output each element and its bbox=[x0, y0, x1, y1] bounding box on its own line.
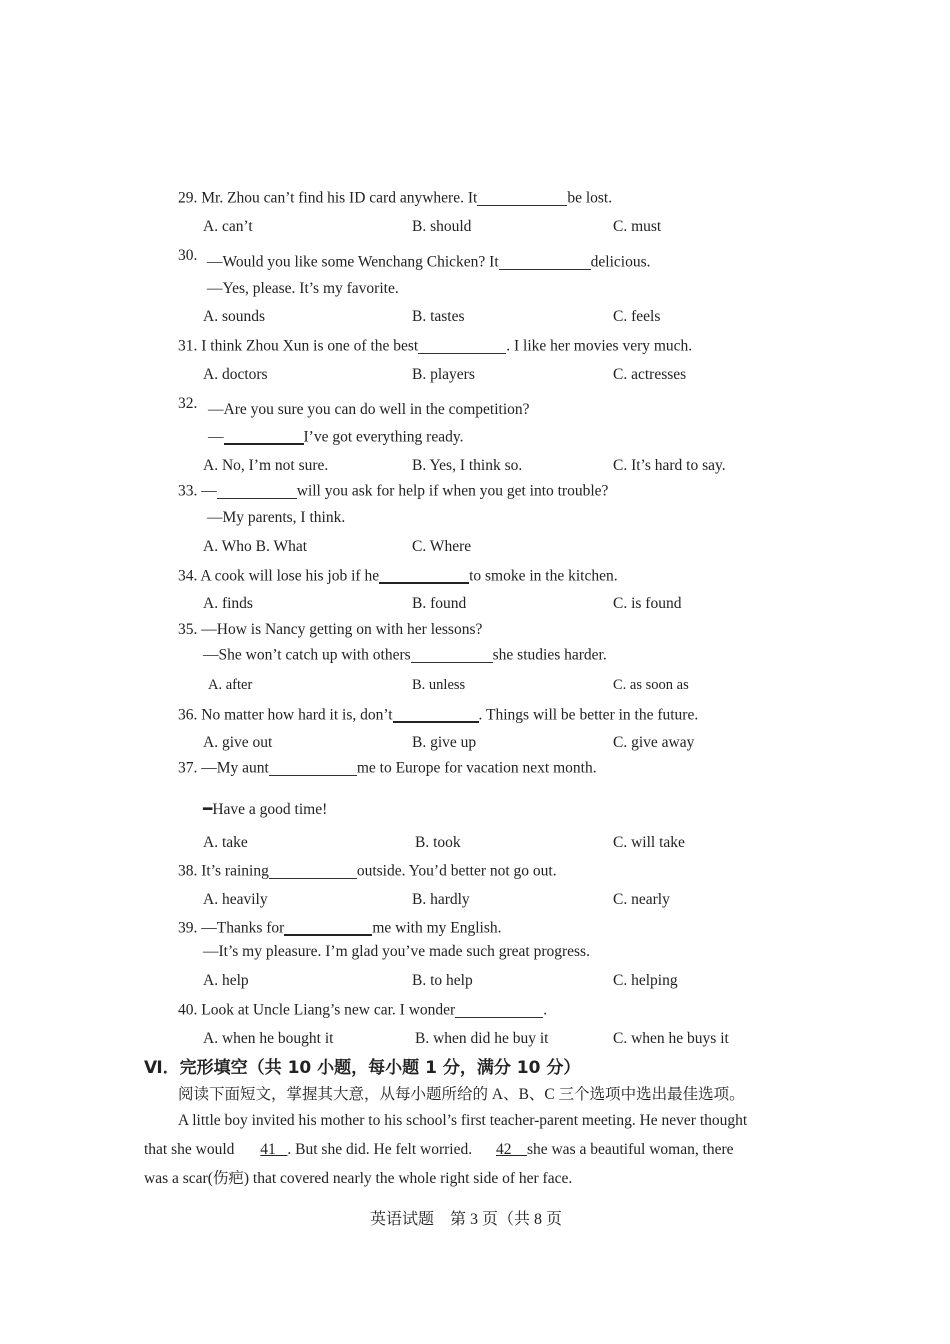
blank-42: 42 bbox=[495, 1141, 512, 1158]
q31-blank bbox=[418, 337, 506, 354]
q38-blank bbox=[269, 862, 357, 879]
q29-number: 29. bbox=[178, 189, 198, 207]
q36-stem: 36. No matter how hard it is, don’t . Things will be better in the future. bbox=[178, 706, 699, 724]
q31-option-a: A. doctors bbox=[203, 366, 268, 383]
q37-blank bbox=[269, 759, 357, 776]
q39-blank bbox=[284, 918, 372, 936]
q39-line2: —It’s my pleasure. I’m glad you’ve made such great progress. bbox=[203, 943, 590, 960]
q34-option-a: A. finds bbox=[203, 595, 253, 612]
q35-blank bbox=[411, 646, 493, 663]
q38-option-a: A. heavily bbox=[203, 891, 268, 908]
q35-line2: —She won’t catch up with others she studies harder. bbox=[203, 646, 607, 664]
q40-number: 40. bbox=[178, 1001, 198, 1019]
q35-option-c: C. as soon as bbox=[613, 677, 689, 693]
q37-line1: 37. —My aunt me to Europe for vacation next month. bbox=[178, 759, 597, 777]
q36-number: 36. bbox=[178, 706, 198, 724]
section-title: Ⅵ．完形填空（共 10 小题，每小题 1 分，满分 10 分） bbox=[144, 1058, 581, 1078]
q33-blank bbox=[217, 482, 297, 499]
q32-number: 32. bbox=[178, 395, 198, 412]
q31-number: 31. bbox=[178, 337, 198, 355]
q38-number: 38. bbox=[178, 862, 198, 880]
q40-stem: 40. Look at Uncle Liang’s new car. I wonder . bbox=[178, 1001, 548, 1019]
q29-stem: 29. Mr. Zhou can’t find his ID card anywhere. It be lost. bbox=[178, 189, 613, 207]
q38-option-c: C. nearly bbox=[613, 891, 670, 908]
q37-option-a: A. take bbox=[203, 834, 248, 851]
q38-stem: 38. It’s raining outside. You’d better not go out. bbox=[178, 862, 557, 880]
q35-option-b: B. unless bbox=[412, 677, 466, 693]
section-instruction: 阅读下面短文，掌握其大意，从每小题所给的 A、B、C 三个选项中选出最佳选项。 bbox=[178, 1086, 745, 1103]
q33-option-ab: A. Who B. What bbox=[203, 538, 308, 555]
q35-option-a: A. after bbox=[208, 677, 253, 693]
q32-line2: — I’ve got everything ready. bbox=[208, 428, 464, 446]
q33-line1: 33. — will you ask for help if when you get into trouble? bbox=[178, 482, 609, 500]
q30-option-a: A. sounds bbox=[203, 308, 266, 325]
q34-blank bbox=[379, 566, 469, 584]
q39-option-c: C. helping bbox=[613, 972, 678, 989]
q36-option-b: B. give up bbox=[412, 734, 477, 751]
q37-line2: ━Have a good time! bbox=[203, 800, 328, 818]
q30-line1: —Would you like some Wenchang Chicken? It delicious. bbox=[207, 253, 651, 271]
q31-option-b: B. players bbox=[412, 366, 475, 383]
q32-option-b: B. Yes, I think so. bbox=[412, 457, 523, 474]
q36-option-c: C. give away bbox=[613, 734, 695, 751]
q40-blank bbox=[455, 1001, 543, 1018]
q33-line2: —My parents, I think. bbox=[207, 509, 346, 526]
q30-blank bbox=[499, 253, 591, 270]
q32-line1: —Are you sure you can do well in the competition? bbox=[208, 401, 530, 418]
q32-option-a: A. No, I’m not sure. bbox=[203, 457, 329, 474]
passage-line3: was a scar(伤疤) that covered nearly the whole right side of her face. bbox=[144, 1170, 573, 1187]
q34-number: 34. bbox=[178, 567, 198, 585]
q36-blank bbox=[393, 705, 479, 723]
q39-line1: 39. —Thanks for me with my English. bbox=[178, 919, 502, 937]
q40-option-b: B. when did he buy it bbox=[415, 1030, 549, 1047]
q29-option-a: A. can’t bbox=[203, 218, 253, 235]
q35-number: 35. bbox=[178, 621, 198, 638]
q29-blank bbox=[477, 189, 567, 206]
q29-option-b: B. should bbox=[412, 218, 472, 235]
q32-blank bbox=[224, 427, 304, 445]
q30-line2: —Yes, please. It’s my favorite. bbox=[207, 280, 399, 297]
q29-option-c: C. must bbox=[613, 218, 662, 235]
q30-option-c: C. feels bbox=[613, 308, 661, 325]
q37-number: 37. bbox=[178, 759, 198, 777]
q33-number: 33. bbox=[178, 482, 198, 500]
q36-option-a: A. give out bbox=[203, 734, 273, 751]
q35-line1: 35. —How is Nancy getting on with her lessons? bbox=[178, 621, 483, 638]
q40-option-c: C. when he buys it bbox=[613, 1030, 729, 1047]
passage-line2: that she would 41 . But she did. He felt worried. 42 she was a beautiful woman, there bbox=[144, 1141, 734, 1158]
q39-option-a: A. help bbox=[203, 972, 249, 989]
q31-option-c: C. actresses bbox=[613, 366, 687, 383]
q37-option-b: B. took bbox=[415, 834, 461, 851]
q39-option-b: B. to help bbox=[412, 972, 473, 989]
q31-stem: 31. I think Zhou Xun is one of the best . I like her movies very much. bbox=[178, 337, 693, 355]
q30-option-b: B. tastes bbox=[412, 308, 465, 325]
q40-option-a: A. when he bought it bbox=[203, 1030, 334, 1047]
q32-option-c: C. It’s hard to say. bbox=[613, 457, 726, 474]
blank-41: 41 bbox=[260, 1141, 276, 1158]
q39-number: 39. bbox=[178, 919, 198, 937]
q33-option-c: C. Where bbox=[412, 538, 472, 555]
passage-line1: A little boy invited his mother to his school’s first teacher-parent meeting. He never thought bbox=[178, 1112, 748, 1129]
q34-stem: 34. A cook will lose his job if he to smoke in the kitchen. bbox=[178, 567, 618, 585]
q30-number: 30. bbox=[178, 247, 198, 264]
q38-option-b: B. hardly bbox=[412, 891, 470, 908]
page-footer: 英语试题 第 3 页（共 8 页 bbox=[370, 1211, 563, 1228]
q34-option-c: C. is found bbox=[613, 595, 682, 612]
q34-option-b: B. found bbox=[412, 595, 467, 612]
q37-option-c: C. will take bbox=[613, 834, 685, 851]
